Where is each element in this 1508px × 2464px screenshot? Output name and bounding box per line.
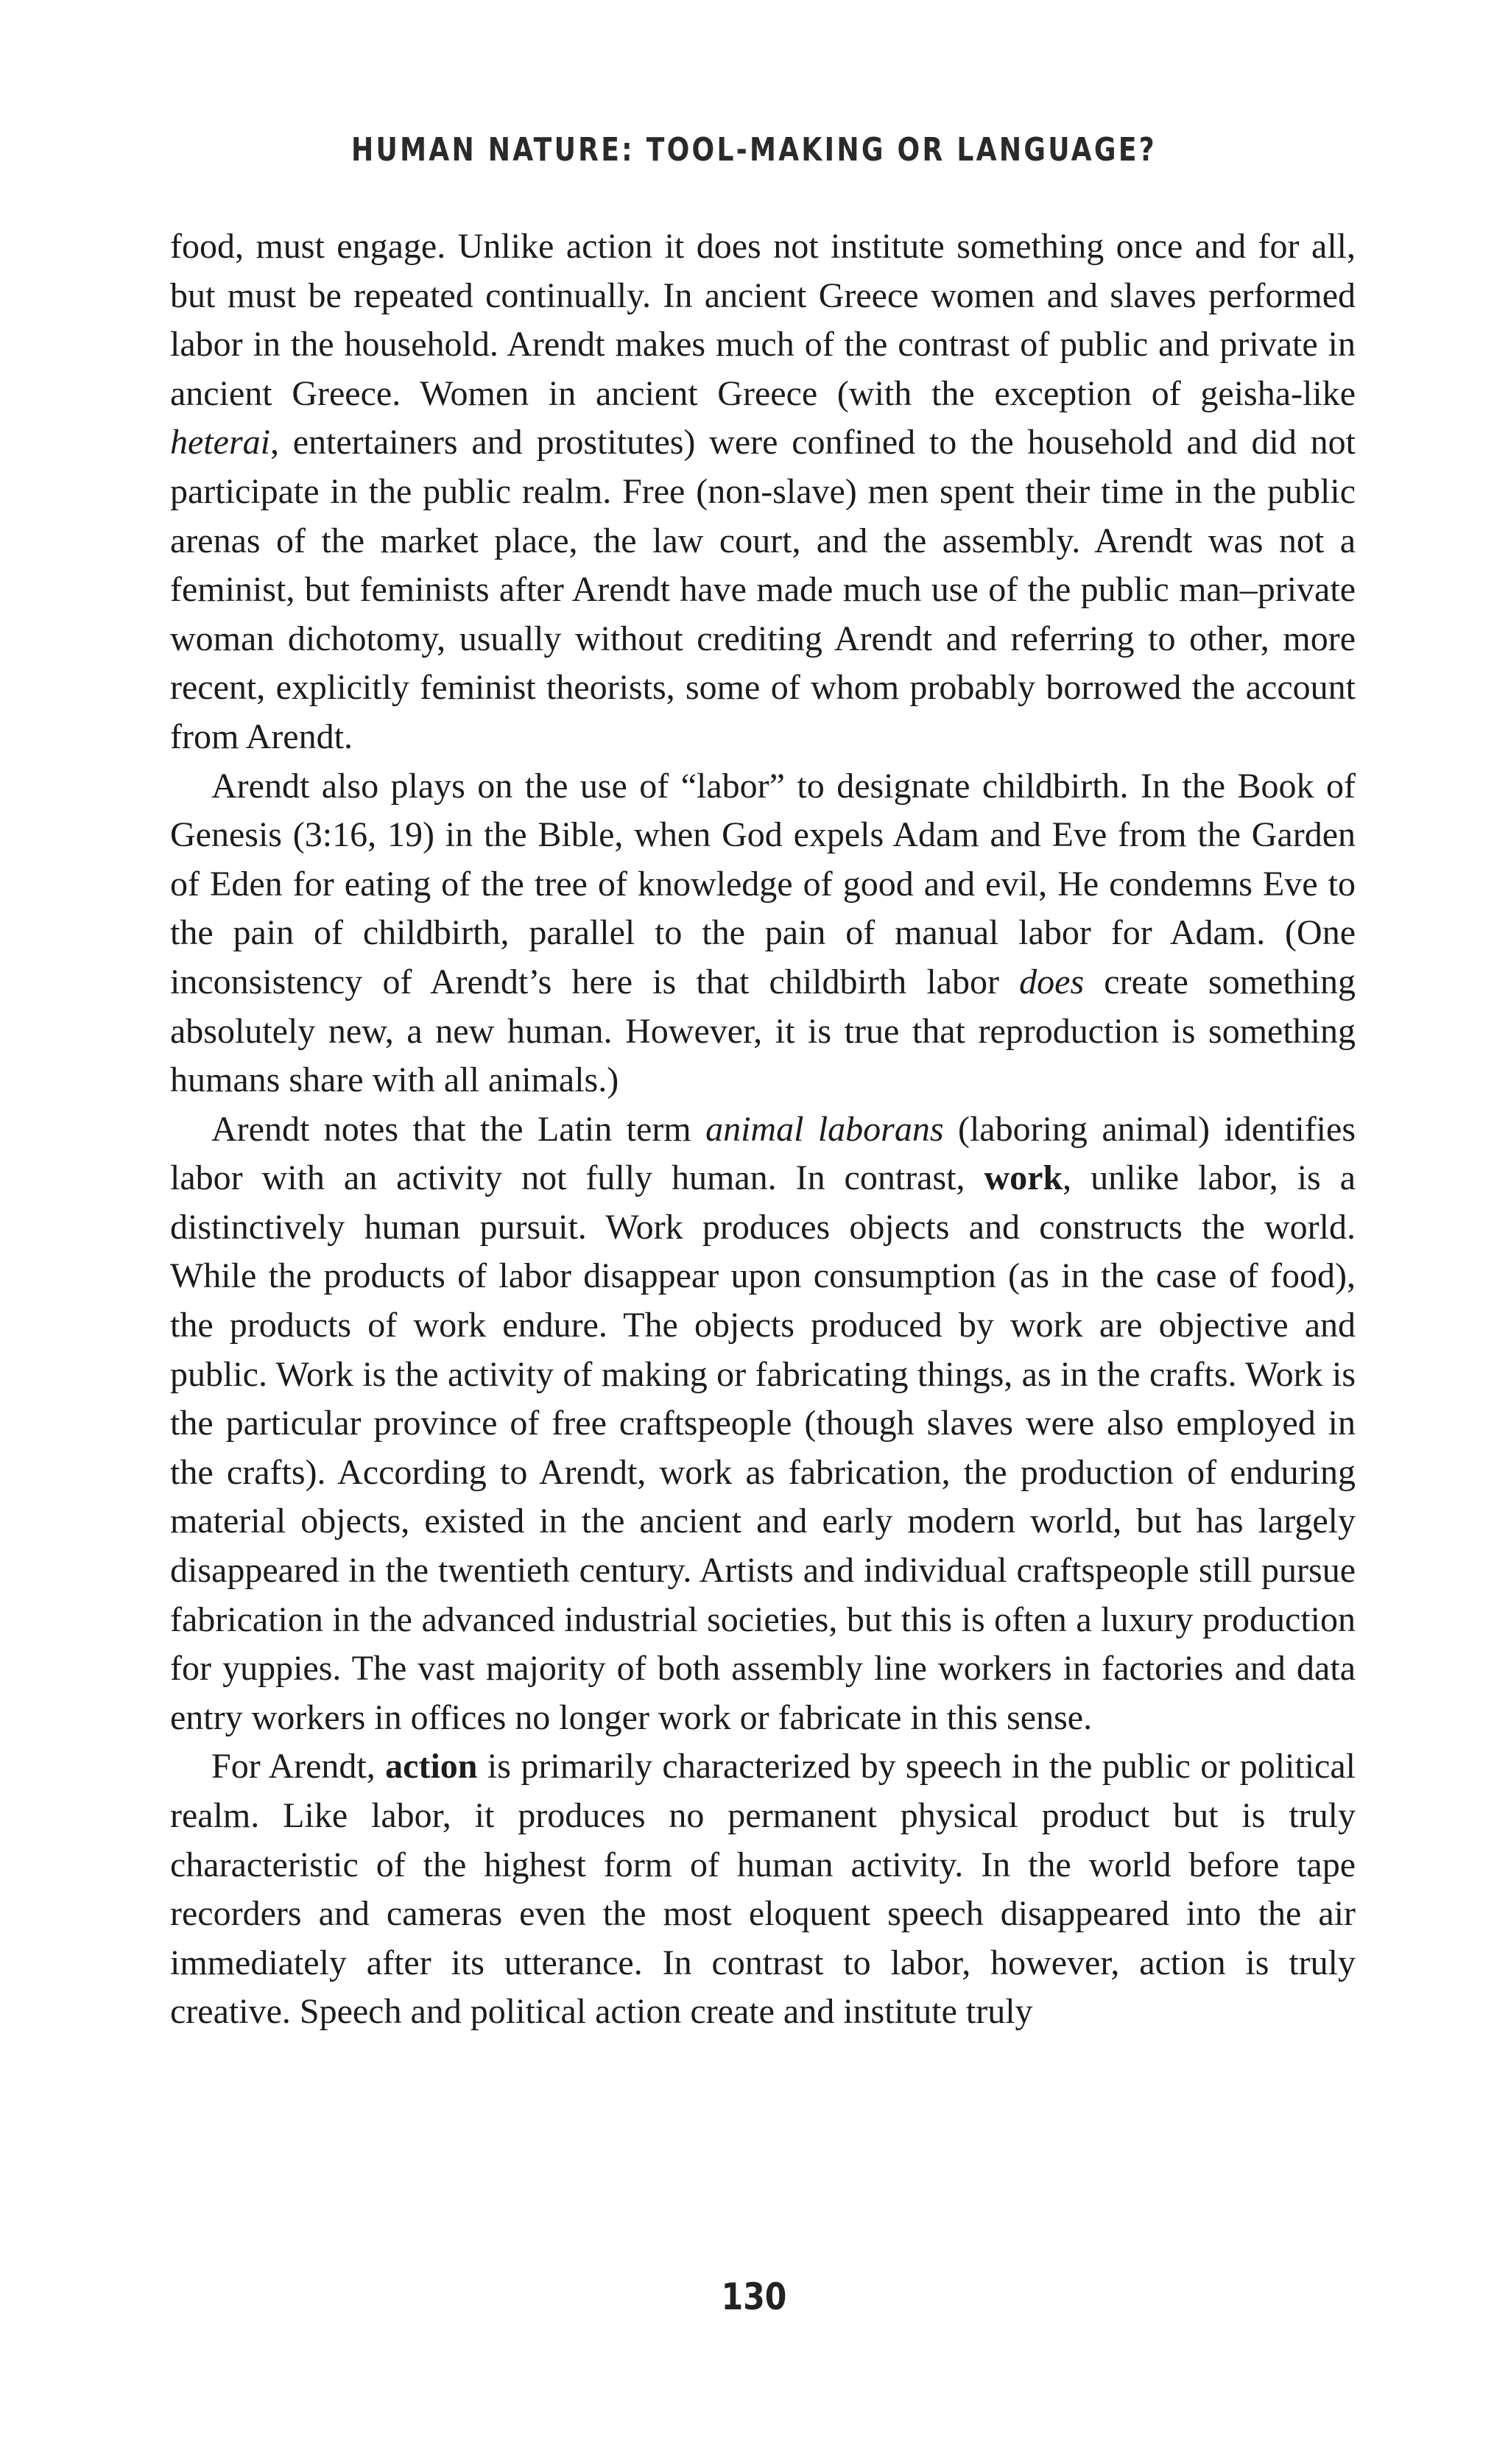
paragraph-4 xyxy=(170,1742,1356,2037)
paragraph-3-text-cont: (laboring animal) identifies labor with an activity not fully human. In contrast, xyxy=(170,1109,1356,1198)
term-heterai: heterai xyxy=(170,423,270,462)
paragraph-1 xyxy=(170,222,1356,762)
paragraph-3-text-end: , unlike labor, is a distinctively human pursuit. Work produces objects and constructs the world. While the products of labor disappear upon consumption (as in the case of food), the products of work endure. The objects produced by work are objective and public. Work is the activity of making or fabricating things, as in the crafts. Work is the particular province of free craftspeople (though slaves were also employed in the crafts). According to Arendt, work as fabrication, the production of enduring material objects, existed in the ancient and early modern world, but has largely disappeared in the twentieth century. Artists and individual craftspeople still pursue fabrication in the advanced industrial societies, but this is often a luxury production for yuppies. The vast majority of both assembly line workers in factories and data entry workers in offices no longer work or fabricate in this sense. xyxy=(170,1158,1356,1737)
paragraph-4-text: For Arendt, xyxy=(211,1747,386,1787)
page-number: 130 xyxy=(721,2275,787,2318)
term-animal-laborans: animal laborans xyxy=(705,1109,944,1149)
paragraph-3 xyxy=(170,1105,1356,1743)
paragraph-1-text-cont: , entertainers and prostitutes) were confined to the household and did not participate in the public realm. Free (non-slave) men spent their time in the public arenas of the market place, the law court, and the assembly. Arendt was not a feminist, but feminists after Arendt have made much use of the public man–private woman dichotomy, usually without crediting Arendt and referring to other, more recent, explicitly feminist theorists, some of whom probably borrowed the account from Arendt. xyxy=(170,423,1356,756)
emphasis-does: does xyxy=(1019,962,1085,1002)
paragraph-4-text-cont: is primarily characterized by speech in the public or political realm. Like labor, it produces no permanent physical product but is truly characteristic of the highest form of human activity. In the world before tape recorders and cameras even the most eloquent speech disappeared into the air immediately after its utterance. In contrast to labor, however, action is truly creative. Speech and political action create and institute truly xyxy=(170,1747,1356,2032)
paragraph-2 xyxy=(170,762,1356,1105)
body-text xyxy=(170,222,1356,2037)
paragraph-2-text: Arendt also plays on the use of “labor” to designate childbirth. In the Book of Genesis (3:16, 19) in the Bible, when God expels Adam and Eve from the Garden of Eden for eating of the tree of knowledge of good and evil, He condemns Eve to the pain of childbirth, parallel to the pain of manual labor for Adam. (One inconsistency of Arendt’s here is that childbirth labor xyxy=(170,766,1356,1002)
running-head: HUMAN NATURE: TOOL-MAKING OR LANGUAGE? xyxy=(351,131,1157,169)
term-work: work xyxy=(984,1158,1063,1198)
paragraph-3-text: Arendt notes that the Latin term xyxy=(211,1109,706,1149)
paragraph-2-text-cont: create something absolutely new, a new human. However, it is true that reproduction is something humans share with all animals.) xyxy=(170,962,1356,1100)
term-action: action xyxy=(385,1747,478,1787)
paragraph-1-text: food, must engage. Unlike action it does not institute something once and for all, but must be repeated continually. In ancient Greece women and slaves performed labor in the household. Arendt makes much of the contrast of public and private in ancient Greece. Women in ancient Greece (with the exception of geisha-like xyxy=(170,227,1356,413)
